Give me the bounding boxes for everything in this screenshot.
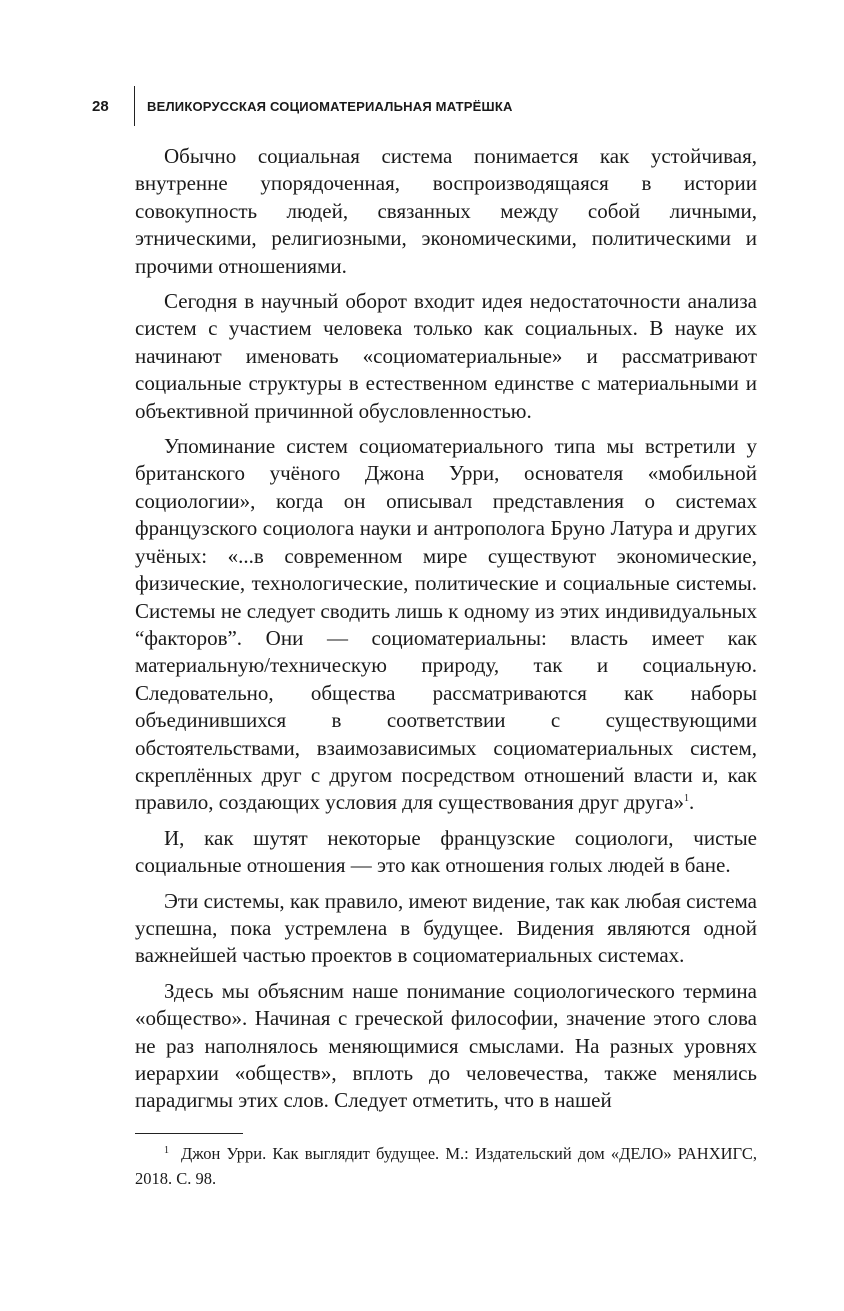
paragraph-2: Сегодня в научный оборот входит идея недостаточности анализа систем с участием человека только как социальных. В науке их начинают именовать «социоматериальные» и рассматривают социальные структуры в естественном единстве с материальными и объективной причинной обусловленностью. xyxy=(135,289,757,423)
page-number: 28 xyxy=(92,97,109,115)
paragraph-3: Упоминание систем социоматериального типа мы встретили у британского учёного Джона Урри, основателя «мобильной социологии», когда он описывал представления о системах французского социолога науки и антрополога Бруно Латура и других учёных: «...в современном мире существуют экономические, физические, технологические, политические и социальные системы. Системы не следует сводить лишь к одному из этих индивидуальных “факторов”. Они — социоматериальны: власть имеет как материальную/техническую природу, так и социальную. Следовательно, общества рассматриваются как наборы объединившихся в соответствии с существующими обстоятельствами, взаимозависимых социоматериальных систем, скреплённых друг с другом посредством отношений власти и, как правило, создающих условия для существования друг друга»$^1$. xyxy=(135,434,757,815)
footnote-reference[interactable]: 1 xyxy=(684,793,690,805)
paragraph-3-text: Упоминание систем социоматериального типа мы встретили у британского учёного Джона Урри, основателя «мобильной социологии», когда он описывал представления о системах французского социолога науки и антрополога Бруно Латура и других учёных: «...в современном мире существуют экономические, физические, технологические, политические и социальные системы. Системы не следует сводить лишь к одному из этих индивидуальных “факторов”. Они — социоматериальны: власть имеет как материальную/техническую природу, так и социальную. Следовательно, общества рассматриваются как наборы объединившихся в соответствии с существующими обстоятельствами, взаимозависимых социоматериальных систем, скреплённых друг с другом посредством отношений власти и, как правило, создающих условия для существования друг друга» xyxy=(135,434,757,815)
body-text xyxy=(135,143,757,1123)
paragraph-1: Обычно социальная система понимается как устойчивая, внутренне упорядоченная, воспроизводящаяся в истории совокупность людей, связанных между собой личными, этническими, религиозными, экономическими, политическими и прочими отношениями. xyxy=(135,144,757,278)
footnote-text: Джон Урри. Как выглядит будущее. М.: Издательский дом «ДЕЛО» РАНХИГС, 2018. С. 98. xyxy=(135,1144,757,1188)
footnote xyxy=(135,1141,757,1191)
footnote-marker: 1 xyxy=(164,1144,169,1156)
footnote-separator xyxy=(135,1133,243,1134)
running-header xyxy=(92,86,513,126)
header-divider xyxy=(134,86,135,126)
paragraph-6: Здесь мы объясним наше понимание социологического термина «общество». Начиная с греческой философии, значение этого слова не раз наполнялось меняющимися смыслами. На разных уровнях иерархии «обществ», вплоть до человечества, также менялись парадигмы этих слов. Следует отметить, что в нашей xyxy=(135,978,757,1113)
paragraph-4: И, как шутят некоторые французские социологи, чистые социальные отношения — это как отношения голых людей в бане. xyxy=(135,825,757,878)
running-title: ВЕЛИКОРУССКАЯ СОЦИОМАТЕРИАЛЬНАЯ МАТРЁШКА xyxy=(147,98,513,114)
paragraph-5: Эти системы, как правило, имеют видение, так как любая система успешна, пока устремлена в будущее. Видения являются одной важнейшей частью проектов в социоматериальных системах. xyxy=(135,888,757,968)
